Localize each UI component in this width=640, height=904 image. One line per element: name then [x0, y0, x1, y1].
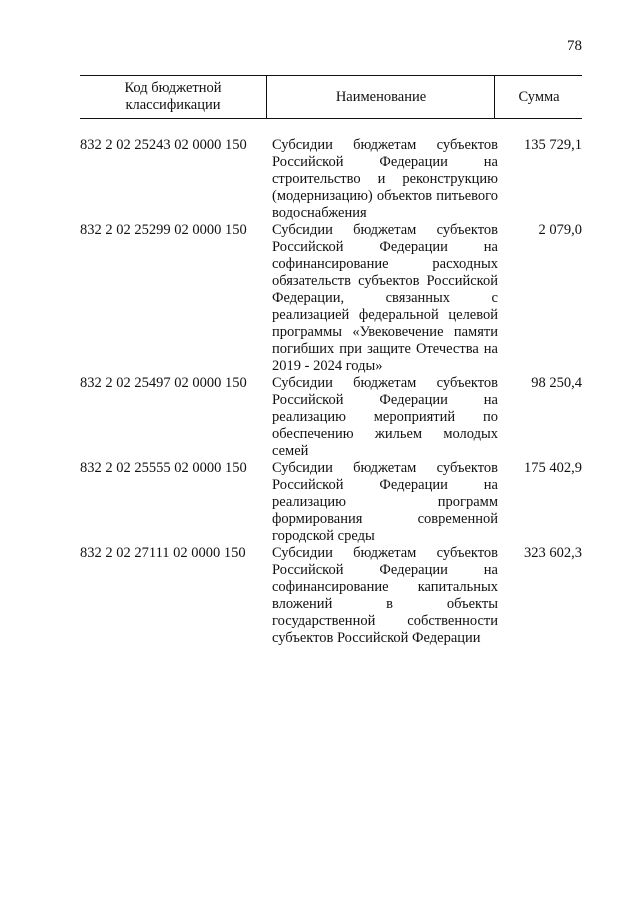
- row-name: Субсидии бюджетам субъектов Российской Федерации на софинансирование расходных обязательств субъектов Российской Федерации, связанных с реализацией федеральной целевой программы «Увековечение памяти погибших при защите Отечества на 2019 - 2024 годы»: [272, 222, 498, 374]
- table-row: [80, 545, 582, 647]
- table-row: [80, 222, 582, 375]
- header-name: Наименование: [266, 76, 495, 118]
- table-body: [80, 137, 582, 647]
- table-row: [80, 460, 582, 545]
- header-code: Код бюджетной классификации: [124, 80, 222, 113]
- row-code: 832 2 02 25497 02 0000 150: [80, 375, 247, 391]
- row-name: Субсидии бюджетам субъектов Российской Федерации на реализацию программ формирования современной городской среды: [272, 460, 498, 544]
- row-code: 832 2 02 25555 02 0000 150: [80, 460, 247, 476]
- page-number: 78: [567, 38, 582, 54]
- row-sum: 98 250,4: [531, 375, 582, 391]
- table-row: [80, 375, 582, 460]
- row-name: Субсидии бюджетам субъектов Российской Федерации на софинансирование капитальных вложений в объекты государственной собственности субъектов Российской Федерации: [272, 545, 498, 646]
- row-sum: 323 602,3: [524, 545, 582, 561]
- row-sum: 135 729,1: [524, 137, 582, 153]
- table-header: [80, 75, 582, 119]
- row-code: 832 2 02 27111 02 0000 150: [80, 545, 246, 561]
- row-name: Субсидии бюджетам субъектов Российской Федерации на строительство и реконструкцию (модернизацию) объектов питьевого водоснабжения: [272, 137, 498, 221]
- table-row: [80, 137, 582, 222]
- row-name: Субсидии бюджетам субъектов Российской Федерации на реализацию мероприятий по обеспечению жильем молодых семей: [272, 375, 498, 459]
- header-sum: Сумма: [494, 76, 583, 118]
- row-sum: 2 079,0: [538, 222, 582, 238]
- row-sum: 175 402,9: [524, 460, 582, 476]
- row-code: 832 2 02 25299 02 0000 150: [80, 222, 247, 238]
- row-code: 832 2 02 25243 02 0000 150: [80, 137, 247, 153]
